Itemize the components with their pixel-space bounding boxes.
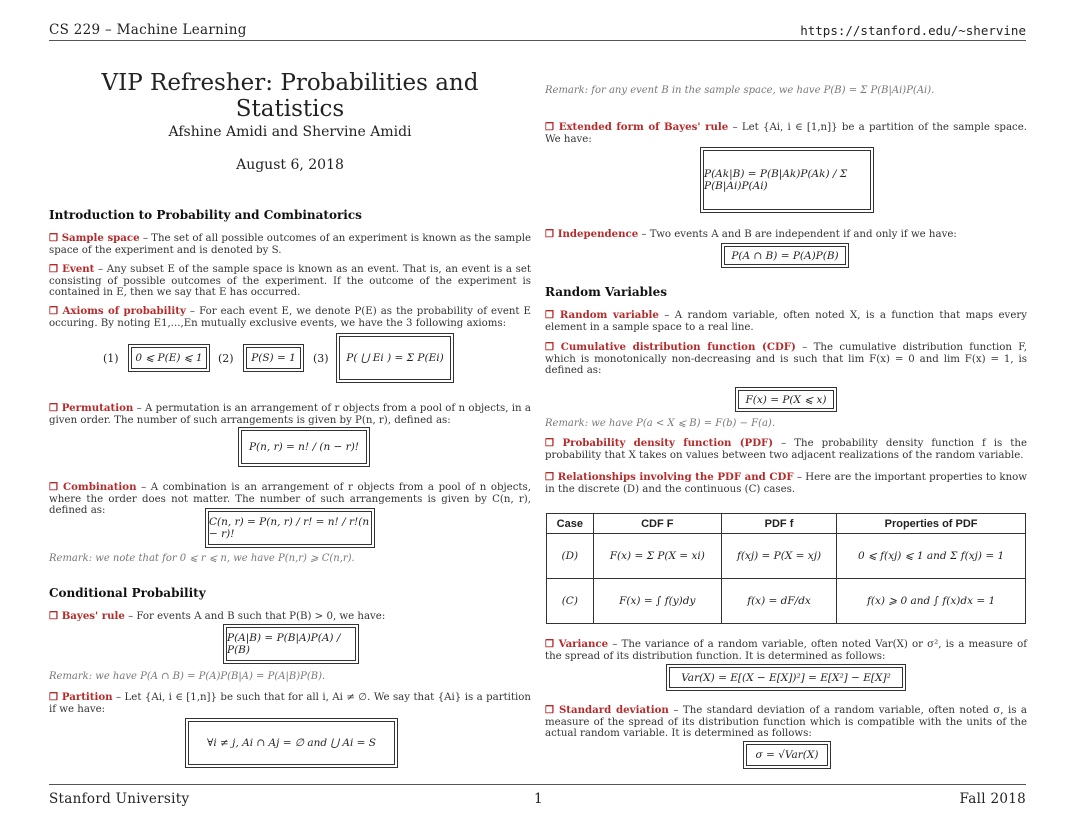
text-random-variable: – A random variable, often noted X, is a function that maps every element in a sample space to a real line.	[545, 310, 1027, 333]
bayes-formula: P(A|B) = P(B|A)P(A) / P(B)	[226, 627, 356, 661]
text-axioms: – For each event E, we denote P(E) as the probability of event E occuring. By noting E1,...,En mutually exclusive events, we have the 3 following axioms:	[49, 306, 531, 329]
para-axioms	[49, 306, 531, 329]
text-relationships: – Here are the important properties to know in the discrete (D) and the continuous (C) cases.	[545, 472, 1027, 495]
variance-formula: Var(X) = E[(X − E[X])²] = E[X²] − E[X]²	[669, 667, 903, 688]
axiom-formula-2: P(S) = 1	[246, 347, 301, 369]
table-header: Properties of PDF	[837, 514, 1026, 534]
section-conditional: Conditional Probability	[49, 586, 206, 600]
section-intro: Introduction to Probability and Combinatorics	[49, 208, 362, 222]
table-header: PDF f	[721, 514, 836, 534]
extended-bayes-formula: P(Ak|B) = P(B|Ak)P(Ak) / Σ P(B|Ai)P(Ai)	[703, 150, 871, 210]
checkbox-icon: ❒	[49, 691, 62, 703]
para-extended-bayes	[545, 122, 1027, 145]
cdf-formula: F(x) = P(X ⩽ x)	[738, 390, 834, 409]
para-permutation	[49, 403, 531, 426]
term-extended-bayes: Extended form of Bayes' rule	[558, 121, 729, 133]
term-combination: Combination	[63, 481, 137, 493]
table-row	[547, 534, 1026, 579]
table-cell: f(x) ⩾ 0 and ∫ f(x)dx = 1	[837, 579, 1026, 624]
para-pdf	[545, 438, 1027, 461]
text-std: – The standard deviation of a random variable, often noted σ, is a measure of the spread of its distribution function which is compatible with the units of the actual random variable. It is determined as follows:	[545, 705, 1027, 740]
page-title: VIP Refresher: Probabilities and Statistics	[101, 70, 479, 122]
checkbox-icon: ❒	[49, 305, 63, 317]
term-event: Event	[62, 263, 95, 275]
term-partition: Partition	[61, 691, 113, 703]
para-bayes	[49, 611, 531, 623]
footer-rule	[49, 784, 1026, 785]
partition-formula: ∀i ≠ j, Ai ∩ Aj = ∅ and ⋃ Ai = S	[188, 721, 395, 765]
term-random-variable: Random variable	[559, 309, 659, 321]
cdf-remark: Remark: we have P(a < X ⩽ B) = F(b) − F(a).	[545, 418, 776, 429]
term-permutation: Permutation	[61, 402, 134, 414]
axiom-label-1: (1)	[103, 352, 119, 365]
term-cdf: Cumulative distribution function (CDF)	[560, 341, 796, 353]
axiom-formula-1: 0 ⩽ P(E) ⩽ 1	[131, 347, 207, 369]
checkbox-icon: ❒	[545, 309, 560, 321]
text-independence: – Two events A and B are independent if and only if we have:	[638, 229, 957, 240]
checkbox-icon: ❒	[49, 481, 64, 493]
checkbox-icon: ❒	[545, 471, 558, 483]
text-variance: – The variance of a random variable, often noted Var(X) or σ², is a measure of the spread of its distribution function. It is determined as follows:	[545, 639, 1027, 662]
table-header: Case	[547, 514, 594, 534]
checkbox-icon: ❒	[545, 121, 559, 133]
para-partition	[49, 692, 531, 715]
para-variance	[545, 639, 1027, 662]
term-variance: Variance	[558, 638, 609, 650]
checkbox-icon: ❒	[49, 402, 62, 414]
header-url[interactable]: https://stanford.edu/~shervine	[800, 23, 1026, 38]
axiom-formula-3: P( ⋃ Ei ) = Σ P(Ei)	[339, 336, 451, 380]
para-std	[545, 705, 1027, 740]
footer-left: Stanford University	[49, 791, 190, 807]
table-row	[547, 579, 1026, 624]
table-cell: (D)	[547, 534, 594, 579]
term-pdf: Probability density function (PDF)	[562, 437, 774, 449]
text-event: – Any subset E of the sample space is known as an event. That is, an event is a set consisting of possible outcomes of the experiment. If the outcome of the experiment is contained in E, then we say that E has occurred.	[49, 264, 531, 299]
checkbox-icon: ❒	[49, 232, 62, 244]
para-cdf	[545, 342, 1027, 377]
text-pdf: – The probability density function f is the probability that X takes on values between two adjacent realizations of the random variable.	[545, 438, 1027, 461]
checkbox-icon: ❒	[545, 437, 563, 449]
text-extended-bayes: – Let {Ai, i ∈ [1,n]} be a partition of the sample space. We have:	[545, 122, 1027, 145]
table-cell: F(x) = ∫ f(y)dy	[593, 579, 721, 624]
section-random-variables: Random Variables	[545, 285, 667, 299]
header-course: CS 229 – Machine Learning	[49, 22, 247, 38]
bayes-remark: Remark: we have P(A ∩ B) = P(A)P(B|A) = P(A|B)P(B).	[49, 671, 326, 682]
term-sample-space: Sample space	[61, 232, 140, 244]
table-cell: f(x) = dF/dx	[721, 579, 836, 624]
table-cell: (C)	[547, 579, 594, 624]
axiom-label-2: (2)	[218, 352, 234, 365]
header-rule	[49, 40, 1026, 41]
term-std: Standard deviation	[558, 704, 669, 716]
para-event	[49, 264, 531, 299]
text-sample-space: – The set of all possible outcomes of an experiment is known as the sample space of the experiment and is denoted by S.	[49, 233, 531, 256]
table-cell: f(xj) = P(X = xj)	[721, 534, 836, 579]
std-formula: σ = √Var(X)	[746, 744, 828, 766]
checkbox-icon: ❒	[545, 228, 558, 240]
authors: Afshine Amidi and Shervine Amidi	[168, 124, 412, 140]
term-bayes: Bayes' rule	[61, 610, 125, 622]
checkbox-icon: ❒	[545, 638, 559, 650]
date: August 6, 2018	[236, 157, 344, 173]
para-random-variable	[545, 310, 1027, 333]
term-relationships: Relationships involving the PDF and CDF	[557, 471, 794, 483]
term-independence: Independence	[557, 228, 639, 240]
para-independence	[545, 229, 1027, 241]
text-cdf: – The cumulative distribution function F, which is monotonically non-decreasing and is such that lim F(x) = 0 and lim F(x) = 1, is defined as:	[545, 342, 1028, 377]
checkbox-icon: ❒	[545, 704, 559, 716]
text-combination: – A combination is an arrangement of r objects from a pool of n objects, where the order does not matter. The number of such arrangements is given by C(n, r), defined as:	[49, 482, 531, 517]
table-header-row	[547, 514, 1026, 534]
para-sample-space	[49, 233, 531, 256]
pdf-cdf-table	[546, 513, 1026, 624]
table-header: CDF F	[593, 514, 721, 534]
independence-formula: P(A ∩ B) = P(A)P(B)	[724, 246, 846, 265]
term-axioms: Axioms of probability	[62, 305, 186, 317]
footer-page-number: 1	[534, 791, 543, 807]
checkbox-icon: ❒	[545, 341, 561, 353]
table-cell: F(x) = Σ P(X = xi)	[593, 534, 721, 579]
text-partition: – Let {Ai, i ∈ [1,n]} be such that for all i, Ai ≠ ∅. We say that {Ai} is a partition if we have:	[49, 692, 531, 715]
text-bayes: – For events A and B such that P(B) > 0, we have:	[124, 611, 386, 622]
permutation-formula: P(n, r) = n! / (n − r)!	[241, 430, 367, 464]
remark-top: Remark: for any event B in the sample space, we have P(B) = Σ P(B|Ai)P(Ai).	[545, 85, 935, 96]
checkbox-icon: ❒	[49, 263, 63, 275]
checkbox-icon: ❒	[49, 610, 62, 622]
para-relationships	[545, 472, 1027, 495]
combination-remark: Remark: we note that for 0 ⩽ r ⩽ n, we have P(n,r) ⩾ C(n,r).	[49, 553, 355, 564]
text-permutation: – A permutation is an arrangement of r objects from a pool of n objects, in a given order. The number of such arrangements is given by P(n, r), defined as:	[49, 403, 531, 426]
axiom-label-3: (3)	[313, 352, 329, 365]
footer-right: Fall 2018	[959, 791, 1026, 807]
combination-formula: C(n, r) = P(n, r) / r! = n! / r!(n − r)!	[208, 511, 372, 545]
table-cell: 0 ⩽ f(xj) ⩽ 1 and Σ f(xj) = 1	[837, 534, 1026, 579]
